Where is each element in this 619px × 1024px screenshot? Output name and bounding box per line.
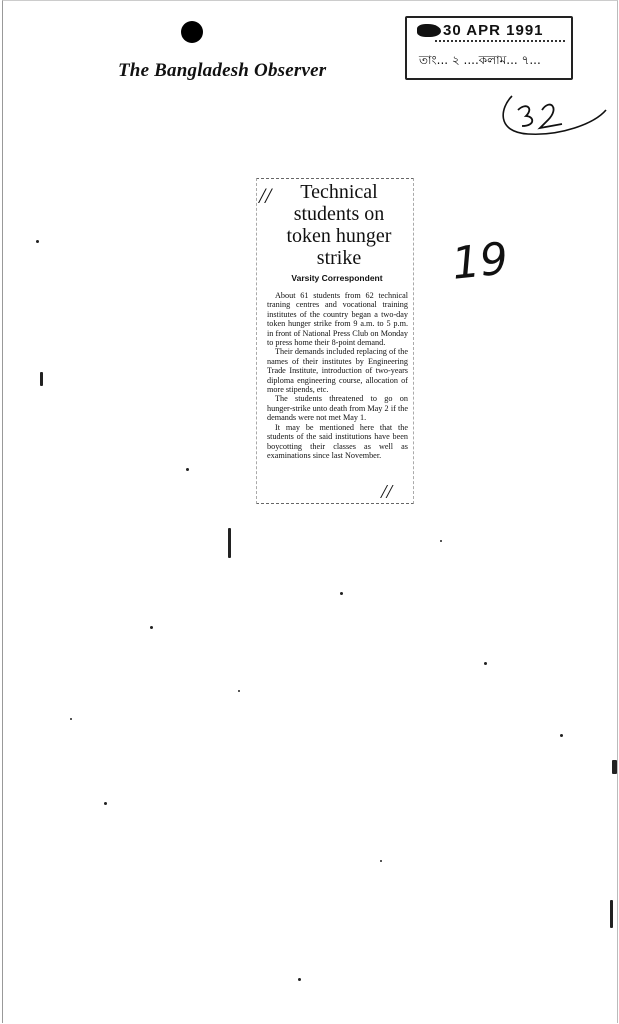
article-body	[267, 291, 408, 460]
scan-speck	[560, 734, 563, 737]
article-paragraph: It may be mentioned here that the students of the said institutions have been boycotting their classes as well as examinations since last November.	[267, 422, 408, 460]
page-border	[2, 0, 618, 1023]
scan-speck	[484, 662, 487, 665]
scan-speck	[612, 760, 617, 774]
scan-speck	[36, 240, 39, 243]
stamp-date: 30 APR 1991	[443, 22, 544, 39]
scan-speck	[340, 592, 343, 595]
date-stamp	[405, 16, 573, 80]
article-byline: Varsity Correspondent	[291, 273, 383, 283]
scan-speck	[186, 468, 189, 471]
newspaper-name: The Bangladesh Observer	[118, 60, 327, 81]
stamp-page-column: তাং... ২ ....কলাম... ৭...	[419, 53, 541, 67]
article-headline: Technical students on token hunger strike	[286, 181, 392, 269]
handwritten-page-number: 19	[449, 233, 511, 290]
scan-speck	[104, 802, 107, 805]
newspaper-clipping	[256, 178, 414, 504]
stamp-ink-blot	[417, 24, 441, 37]
scan-speck	[610, 900, 613, 928]
end-mark-icon: //	[381, 481, 393, 503]
article-paragraph: The students threatened to go on hunger-strike unto death from May 2 if the demands were not met May 1.	[267, 394, 408, 423]
scan-speck	[228, 528, 231, 558]
scan-speck	[440, 540, 442, 542]
scan-speck	[40, 372, 43, 386]
scan-speck	[150, 626, 153, 629]
handwritten-number-32	[498, 88, 608, 142]
stamp-divider	[435, 40, 565, 42]
scan-speck	[238, 690, 240, 692]
article-paragraph: About 61 students from 62 technical traning centres and vocational training institutes of the country began a two-day token hunger strike from 9 a.m. to 5 p.m. in front of National Press Club on Monday to press home their 8-point demand.	[267, 291, 408, 348]
article-paragraph: Their demands included replacing of the names of their institutes by Engineering Trade Institute, introduction of two-years diploma engineering course, allocation of more stipends, etc.	[267, 347, 408, 395]
slash-marks-icon: //	[259, 183, 272, 208]
scan-speck	[298, 978, 301, 981]
scan-speck	[380, 860, 382, 862]
scan-speck	[70, 718, 72, 720]
punch-hole	[181, 21, 203, 43]
